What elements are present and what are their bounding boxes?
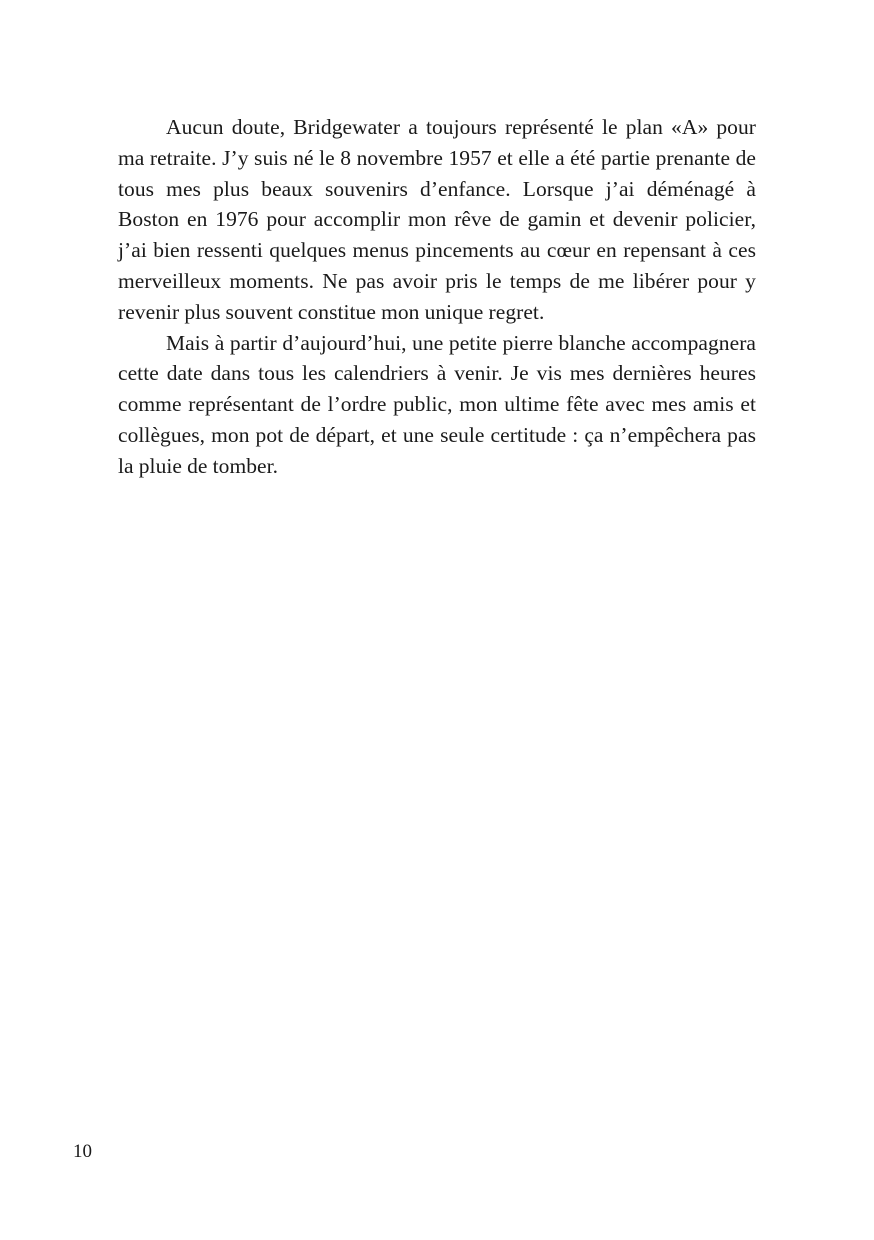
paragraph: Aucun doute, Bridgewater a toujours représenté le plan «A» pour ma retraite. J’y suis né le 8 novembre 1957 et elle a été partie prenante de tous mes plus beaux souvenirs d’enfance. Lorsque j’ai déménagé à Boston en 1976 pour accomplir mon rêve de gamin et devenir policier, j’ai bien ressenti quelques menus pincements au cœur en repensant à ces merveilleux moments. Ne pas avoir pris le temps de me libérer pour y revenir plus souvent constitue mon unique regret. (118, 115, 756, 324)
page-number: 10 (73, 1141, 92, 1162)
body-text (118, 112, 756, 482)
paragraph: Mais à partir d’aujourd’hui, une petite pierre blanche accompagnera cette date dans tous les calendriers à venir. Je vis mes dernières heures comme représentant de l’ordre public, mon ultime fête avec mes amis et collègues, mon pot de départ, et une seule certitude : ça n’empêchera pas la pluie de tomber. (118, 330, 756, 478)
